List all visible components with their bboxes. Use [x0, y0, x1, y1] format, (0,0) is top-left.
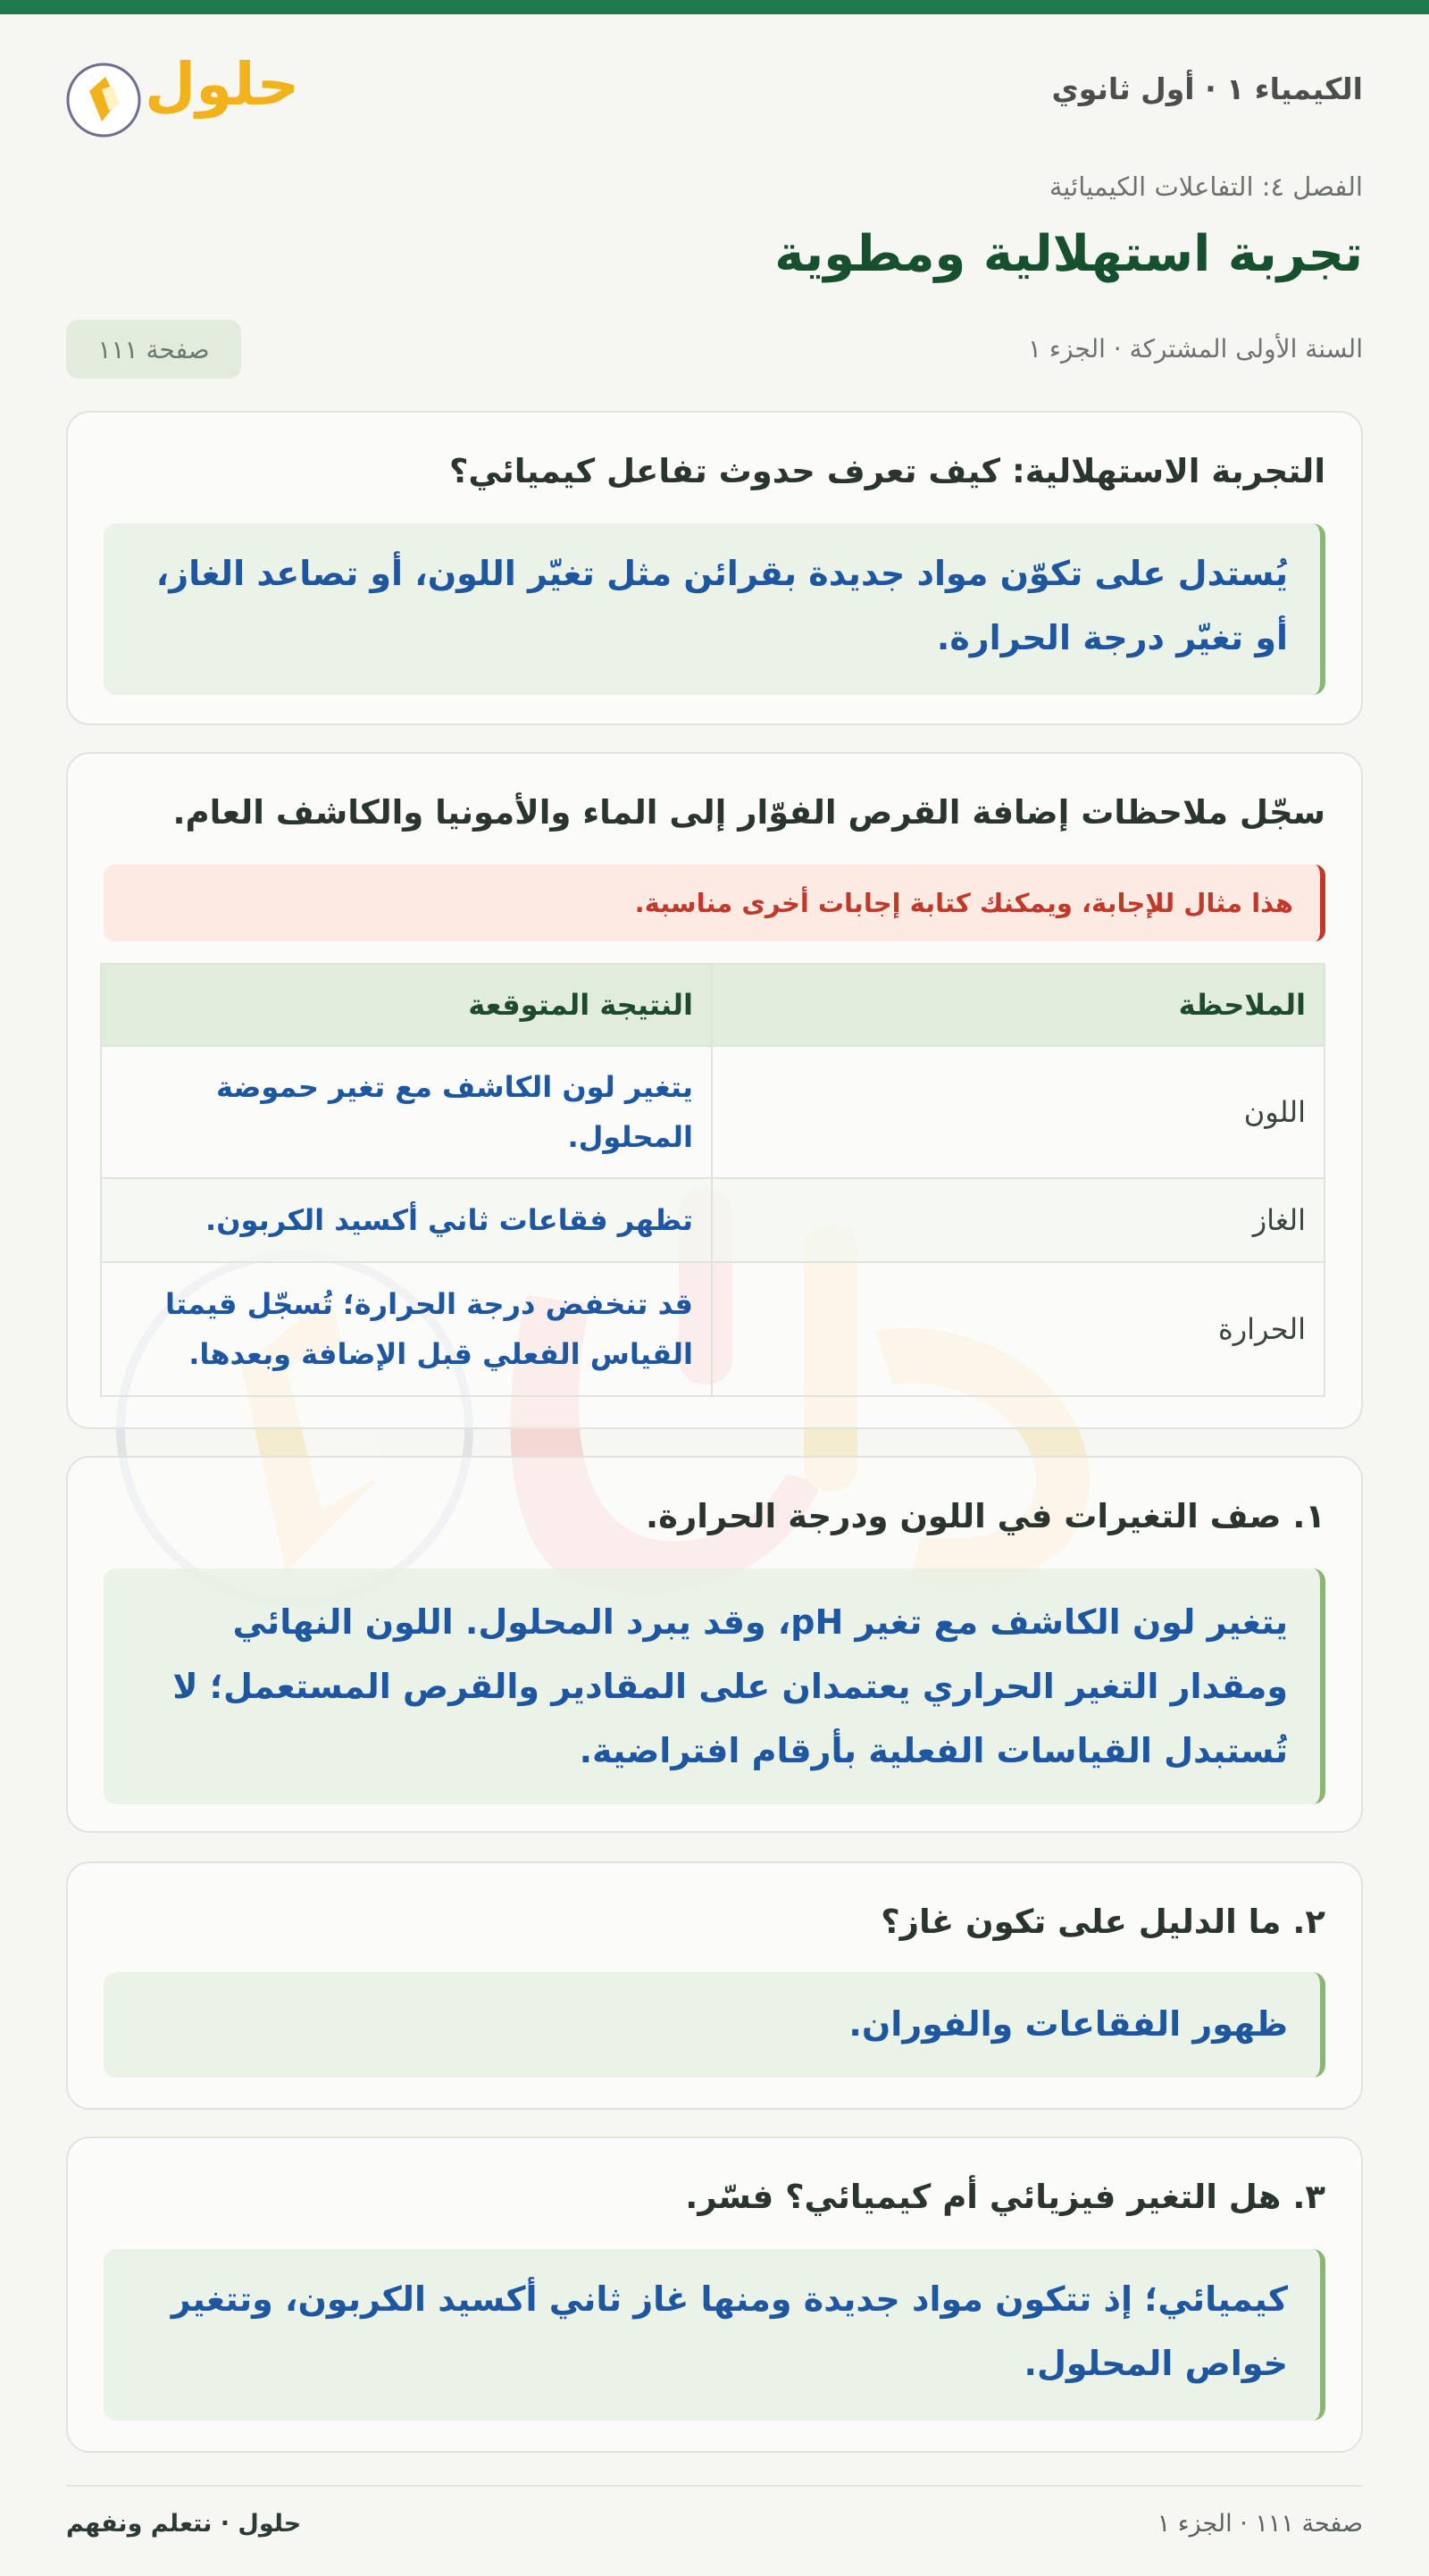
answer-line: خواص المحلول. — [1024, 2344, 1288, 2383]
answer-line: تُستبدل القياسات الفعلية بأرقام افتراضية. — [579, 1731, 1288, 1770]
term-meta: السنة الأولى المشتركة · الجزء ١ — [1027, 334, 1363, 364]
question-card-3 — [66, 2137, 1363, 2453]
result-line: يتغير لون الكاشف مع تغير حموضة — [215, 1070, 693, 1104]
table-row — [101, 1178, 1325, 1262]
question-answer — [104, 1972, 1325, 2078]
result-cell — [101, 1178, 712, 1262]
top-accent-bar — [0, 0, 1429, 14]
brand-logo[interactable] — [66, 46, 307, 145]
question-card-1 — [66, 1456, 1363, 1833]
result-line: القياس الفعلي قبل الإضافة وبعدها. — [188, 1337, 693, 1371]
question-answer — [104, 1568, 1325, 1804]
question-answer — [104, 2249, 1325, 2421]
result-line: قد تنخفض درجة الحرارة؛ تُسجّل قيمتا — [164, 1287, 693, 1321]
example-note: هذا مثال للإجابة، ويمكنك كتابة إجابات أخرى مناسبة. — [104, 865, 1325, 941]
answer-line: أو تغيّر درجة الحرارة. — [936, 618, 1288, 657]
result-cell — [101, 1262, 712, 1396]
answer-line: ظهور الفقاعات والفوران. — [848, 2004, 1288, 2044]
table-row — [101, 1262, 1325, 1396]
observations-card — [66, 752, 1363, 1429]
footer-divider — [66, 2485, 1363, 2487]
question-title: ٣. هل التغير فيزيائي أم كيميائي؟ فسّر. — [685, 2178, 1325, 2216]
answer-line: يُستدل على تكوّن مواد جديدة بقرائن مثل تغيّر اللون، أو تصاعد الغاز، — [155, 554, 1288, 593]
logo-text: حلول — [145, 50, 300, 119]
footer-page: صفحة ١١١ · الجزء ١ — [1157, 2510, 1363, 2538]
observation-cell: الحرارة — [712, 1262, 1325, 1396]
page-number-badge: صفحة ١١١ — [66, 320, 241, 379]
observations-table — [100, 963, 1325, 1397]
answer-line: يتغير لون الكاشف مع تغير pH، وقد يبرد المحلول. اللون النهائي — [232, 1602, 1288, 1642]
result-line: تظهر فقاعات ثاني أكسيد الكربون. — [205, 1203, 693, 1237]
course-title: الكيمياء ١ · أول ثانوي — [1051, 71, 1363, 106]
chapter-label: الفصل ٤: التفاعلات الكيميائية — [1049, 171, 1363, 202]
answer-line: ومقدار التغير الحراري يعتمدان على المقادير والقرص المستعمل؛ لا — [172, 1667, 1288, 1706]
question-card-2 — [66, 1861, 1363, 2110]
question-title: ١. صف التغيرات في اللون ودرجة الحرارة. — [646, 1497, 1325, 1535]
footer-brand: حلول · نتعلم ونفهم — [66, 2510, 302, 2538]
column-header-observation: الملاحظة — [712, 964, 1325, 1046]
page-header — [66, 46, 1363, 145]
observations-question: سجّل ملاحظات إضافة القرص الفوّار إلى الماء والأمونيا والكاشف العام. — [172, 793, 1325, 832]
intro-answer — [104, 523, 1325, 695]
observation-cell: اللون — [712, 1046, 1325, 1178]
result-cell — [101, 1046, 712, 1178]
observation-cell: الغاز — [712, 1178, 1325, 1262]
question-title: ٢. ما الدليل على تكون غاز؟ — [881, 1903, 1325, 1941]
column-header-result: النتيجة المتوقعة — [101, 964, 712, 1046]
table-header-row — [101, 964, 1325, 1046]
table-row — [101, 1046, 1325, 1178]
answer-line: كيميائي؛ إذ تتكون مواد جديدة ومنها غاز ثاني أكسيد الكربون، وتتغير — [171, 2279, 1288, 2319]
intro-question: التجربة الاستهلالية: كيف تعرف حدوث تفاعل كيميائي؟ — [448, 452, 1325, 490]
intro-card — [66, 411, 1363, 725]
result-line: المحلول. — [567, 1120, 693, 1154]
page-title: تجربة استهلالية ومطوية — [774, 225, 1363, 283]
